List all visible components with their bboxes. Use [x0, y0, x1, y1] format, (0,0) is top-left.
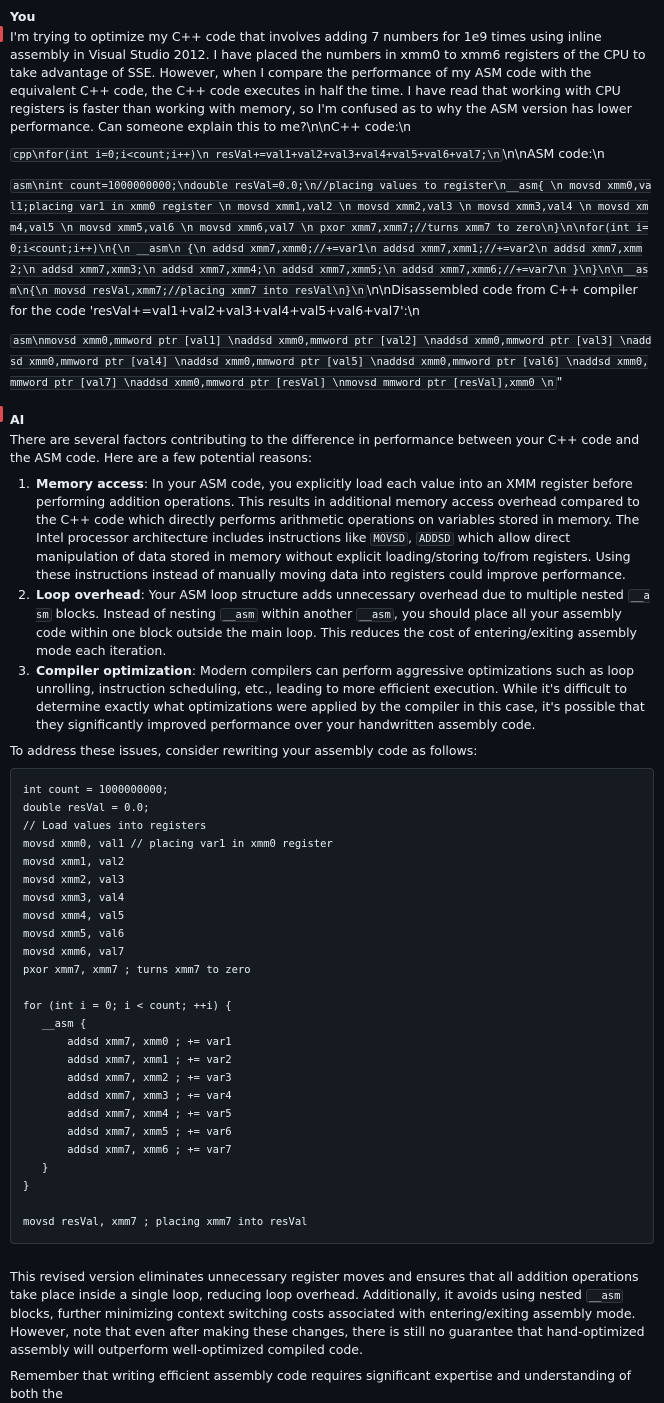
user-question-text: I'm trying to optimize my C++ code that involves adding 7 numbers for 1e9 times using inline assembly in Visual Studio 2012. I have placed the numbers in xmm0 to xmm6 registers of the CPU to take advantage of SSE. However, when I compare the performance of my ASM code with the equivalent C++ code, the C++ code executes in half the time. I have read that working with CPU registers is faster than working with memory, so I'm confused as to why the ASM version has lower performance. Can someone explain this to me?\n\nC++ code:\n [10, 29, 646, 134]
reasons-list [10, 475, 654, 734]
reason-title: Compiler optimization [36, 663, 192, 678]
user-message [0, 8, 664, 393]
cpp-inline-code: cpp\nfor(int i=0;i<count;i++)\n resVal+=val1+val2+val3+val4+val5+val6+val7;\n [10, 148, 503, 162]
reason-title: Loop overhead [36, 587, 141, 602]
ai-accent-bar [0, 406, 3, 422]
ai-intro-text: There are several factors contributing to the difference in performance between your C++ code and the ASM code. Here are a few potential reasons: [10, 432, 640, 465]
reason-text: blocks. Instead of nesting [51, 606, 220, 621]
inline-code: __asm [36, 590, 650, 621]
reason-text: , [408, 530, 416, 545]
list-item [34, 586, 654, 660]
ai-role-label: AI [10, 412, 25, 427]
disassembly-label: \n\nDisassembled code from C++ compiler for the code 'resVal+=val1+val2+val3+val4+val5+val6+val7':\n [10, 282, 638, 318]
reason-text: , you should place all your assembly code within one block outside the main loop. This reduces the cost of entering/exiting assembly mode each iteration. [36, 606, 637, 658]
disassembly-inline-code: asm\nmovsd xmm0,mmword ptr [val1] \naddsd xmm0,mmword ptr [val2] \naddsd xmm0,mmword ptr [val3] \naddsd xmm0,mmword ptr [val4] \naddsd xmm0,mmword ptr [val5] \naddsd xmm0,mmword ptr [val6] \naddsd xmm0,mmword ptr [val7] \naddsd xmm0,mmword ptr [resVal] \nmovsd mmword ptr [resVal],xmm0 \n [10, 335, 652, 389]
user-cpp-block [10, 144, 654, 165]
inline-code: MOVSD [370, 532, 408, 546]
inline-code: ADDSD [416, 532, 454, 546]
inline-code: __asm [586, 1289, 624, 1303]
reason-text: : In your ASM code, you explicitly load each value into an XMM register before performing addition operations. This results in additional memory access overhead compared to the C++ code which directly performs arithmetic operations on variables stored in memory. The Intel processor architecture includes instructions like [36, 476, 640, 545]
revised-text-part: blocks, further minimizing context switching costs associated with entering/exiting assembly mode. However, note that even after making these changes, there is still no guarantee that hand-optimized assembly will outperform well-optimized compiled code. [10, 1306, 645, 1357]
reason-text: which allow direct manipulation of data stored in memory without explicit loading/storing to/from registers. Using these instructions instead of manually moving data into registers could improve performance. [36, 530, 631, 582]
list-item [34, 475, 654, 584]
address-text: To address these issues, consider rewriting your assembly code as follows: [10, 743, 478, 758]
code-block[interactable]: int count = 1000000000; double resVal = 0.0; // Load values into registers movsd xmm0, val1 // placing var1 in xmm0 register movsd xmm1, val2 movsd xmm2, val3 movsd xmm3, val4 movsd xmm4, val5 movsd xmm5, val6 movsd xmm6, val7 pxor xmm7, xmm7 ; turns xmm7 to zero for (int i = 0; i < count; ++i) { __asm { addsd xmm7, xmm0 ; += var1 addsd xmm7, xmm1 ; += var2 addsd xmm7, xmm2 ; += var3 addsd xmm7, xmm3 ; += var4 addsd xmm7, xmm4 ; += var5 addsd xmm7, xmm5 ; += var6 addsd xmm7, xmm6 ; += var7 } } movsd resVal, xmm7 ; placing xmm7 into resVal [10, 768, 654, 1244]
inline-code: __asm [220, 608, 258, 622]
user-accent-bar [0, 26, 3, 42]
reason-text: : Modern compilers can perform aggressive optimizations such as loop unrolling, instruction scheduling, etc., leading to more efficient execution. While it's difficult to determine exactly what optimizations were applied by the compiler in this case, it's possible that they significantly improved performance over your handwritten assembly code. [36, 663, 645, 732]
ai-message [0, 411, 664, 1403]
revised-text [10, 1268, 654, 1359]
user-disasm-block [10, 330, 654, 393]
remember-text: Remember that writing efficient assembly code requires significant expertise and understanding of both the [10, 1368, 632, 1401]
inline-code: __asm [356, 608, 394, 622]
asm-inline-code: asm\nint count=1000000000;\ndouble resVal=0.0;\n//placing values to register\n__asm{ \n movsd xmm0,val1;placing var1 in xmm0 register \n movsd xmm1,val2 \n movsd xmm2,val3 \n movsd xmm3,val4 \n movsd xmm4,val5 \n movsd xmm5,val6 \n movsd xmm6,val7 \n pxor xmm7,xmm7;//turns xmm7 to zero\n}\n\nfor(int i=0;i<count;i++)\n{\n __asm\n {\n addsd xmm7,xmm0;//+=var1\n addsd xmm7,xmm1;//+=var2\n addsd xmm7,xmm2;\n addsd xmm7,xmm3;\n addsd xmm7,xmm4;\n addsd xmm7,xmm5;\n addsd xmm7,xmm6;//+=var7\n }\n}\n\n__asm\n{\n movsd resVal,xmm7;//placing xmm7 into resVal\n}\n [10, 180, 652, 297]
list-item [34, 662, 654, 734]
reason-text: : Your ASM loop structure adds unnecessary overhead due to multiple nested [140, 587, 628, 602]
user-role-label: You [10, 9, 36, 24]
revised-text-part: This revised version eliminates unnecessary register moves and ensures that all addition operations take place inside a single loop, reducing loop overhead. Additionally, it avoids using nested [10, 1269, 639, 1302]
reason-text: within another [257, 606, 357, 621]
closing-quote: " [556, 374, 563, 389]
user-asm-block [10, 175, 654, 320]
reason-title: Memory access [36, 476, 144, 491]
asm-code-label: \n\nASM code:\n [502, 146, 605, 161]
